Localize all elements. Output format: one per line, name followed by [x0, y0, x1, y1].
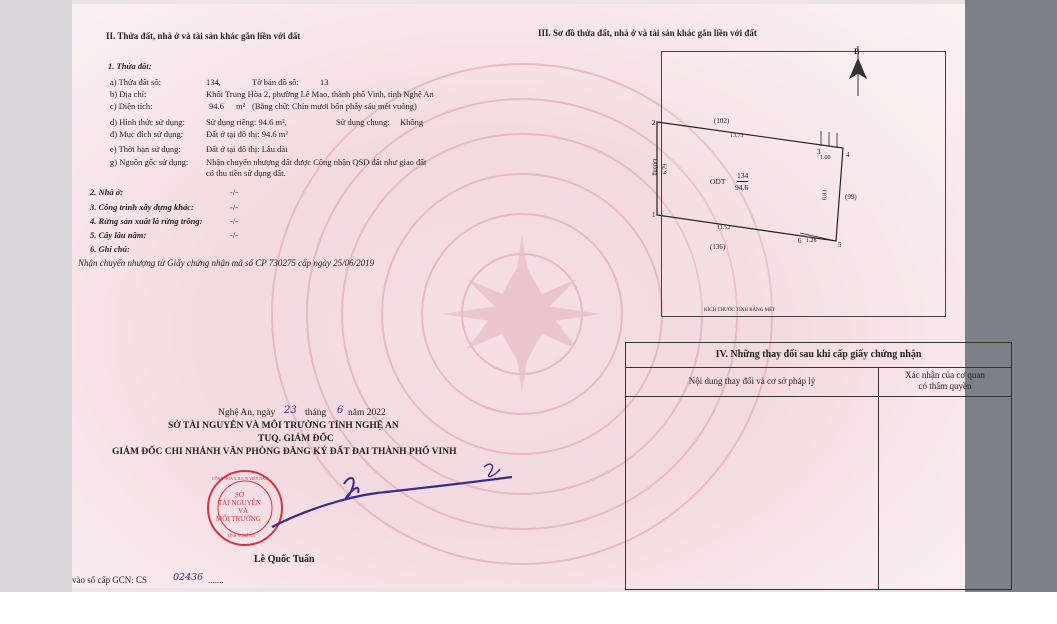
point-1: 1 — [652, 211, 656, 219]
date-year: năm 2022 — [348, 408, 386, 418]
stamp-ring-text: CỘNG HÒA X.H.C.N VIỆT NAM — [212, 476, 269, 481]
area-unit: m² — [236, 101, 246, 111]
signer-name: Lê Quốc Tuấn — [254, 554, 315, 565]
date-prefix: Nghệ An, ngày — [218, 408, 276, 418]
land-certificate-page — [72, 4, 985, 588]
edge-bottom-length: 11.52 — [717, 225, 731, 231]
plot-area: 94.6 — [735, 183, 749, 192]
neighbor-top: (102) — [714, 117, 730, 125]
col-change-content-header: Nội dung thay đổi và cơ sở pháp lý — [688, 376, 816, 386]
address-label: b) Địa chỉ: — [110, 89, 147, 99]
point-6: 6 — [798, 237, 802, 245]
issuing-org: SỞ TÀI NGUYÊN VÀ MÔI TRƯỜNG TỈNH NGHỆ AN — [168, 421, 399, 431]
forest-value: -/- — [230, 216, 239, 226]
col-authority-header-2: có thẩm quyền — [918, 381, 972, 391]
edge-left-length: 6.79 — [662, 163, 669, 175]
stamp-bottom-text: TỈNH NGHỆ AN — [227, 533, 256, 538]
registry-number: 02436 — [173, 572, 204, 583]
scale-note: KÍCH THƯỚC TÍNH BẰNG MÉT — [704, 308, 776, 313]
point-3: 3 — [817, 148, 821, 156]
area-label: c) Diện tích: — [110, 101, 153, 111]
perennial-label: 5. Cây lâu năm: — [90, 230, 147, 240]
point-2: 2 — [652, 119, 656, 127]
perennial-value: -/- — [230, 230, 239, 240]
date-day: 23 — [284, 405, 297, 416]
changes-title: IV. Những thay đổi sau khi cấp giấy chứng nhận — [626, 343, 1011, 368]
plot-code: ODT — [710, 177, 726, 186]
purpose-label: đ) Mục đích sử dụng: — [110, 129, 184, 139]
north-label: B — [854, 47, 860, 56]
registry-dots: ....... — [208, 575, 224, 585]
usage-form-label: d) Hình thức sử dụng: — [110, 117, 185, 127]
usage-form-value: Sử dụng riêng: 94.6 m², — [206, 117, 287, 127]
origin-label: g) Nguồn gốc sử dụng: — [110, 157, 189, 167]
parcel-value: 134, — [206, 77, 221, 87]
section-2-title: II. Thửa đất, nhà ở và tài sản khác gắn liền với đất — [106, 31, 301, 41]
stamp-line-1: SỞ — [235, 491, 244, 499]
branch-director: GIÁM ĐỐC CHI NHÁNH VĂN PHÒNG ĐĂNG KÝ ĐẤT ĐAI THÀNH PHỐ VINH — [112, 447, 457, 457]
house-label: 2. Nhà ở: — [90, 187, 124, 197]
changes-col-content — [626, 368, 879, 589]
edge-right-length: 6.83 — [822, 189, 829, 201]
edge-short-bottom: 1.28 — [806, 238, 817, 244]
stamp-line-4: MÔI TRƯỜNG — [216, 515, 261, 523]
changes-table — [625, 342, 1012, 590]
parcel-label: a) Thửa đất số: — [110, 77, 161, 87]
address-value: Khối Trung Hòa 2, phường Lê Mao, thành phố Vinh, tỉnh Nghệ An — [206, 89, 434, 99]
date-month: 6 — [337, 405, 344, 416]
shared-usage-label: Sử dụng chung: — [336, 117, 390, 127]
term-label: e) Thời hạn sử dụng: — [110, 144, 181, 154]
area-words: (Bằng chữ: Chín mươi bốn phẩy sáu mét vuông) — [252, 101, 417, 111]
tuq-director: TUQ. GIÁM ĐỐC — [258, 434, 334, 444]
point-5: 5 — [838, 241, 842, 249]
edge-top-length: 13.73 — [730, 133, 744, 139]
purpose-value: Đất ở tại đô thị: 94.6 m² — [206, 129, 288, 139]
edge-short-top: 1.00 — [820, 155, 831, 161]
left-surface — [0, 0, 72, 592]
col-authority-header-1: Xác nhận của cơ quan — [905, 370, 985, 380]
map-sheet-label: Tờ bản đồ số: — [252, 77, 299, 87]
handwritten-signature-icon — [252, 459, 552, 544]
area-value: 94.6 — [209, 101, 224, 111]
construction-label: 3. Công trình xây dựng khác: — [90, 202, 194, 212]
neighbor-right: (99) — [845, 193, 857, 201]
forest-label: 4. Rừng sản xuất là rừng trồng: — [90, 216, 203, 226]
construction-value: -/- — [230, 202, 239, 212]
note-value: Nhận chuyển nhượng từ Giấy chứng nhận mã số CP 730275 cấp ngày 25/06/2019 — [78, 258, 375, 268]
term-value: Đất ở tại đô thị: Lâu dài — [206, 144, 288, 154]
registry-label: vào sổ cấp GCN: CS — [72, 575, 147, 585]
shared-usage-value: Không — [400, 117, 424, 127]
note-label: 6. Ghi chú: — [90, 244, 130, 254]
map-sheet-value: 13 — [320, 77, 329, 87]
date-month-label: tháng — [305, 408, 327, 418]
land-heading: 1. Thửa đất: — [108, 61, 152, 71]
house-value: -/- — [230, 187, 239, 197]
plot-number: 134 — [737, 171, 749, 180]
origin-value-1: Nhận chuyển nhượng đất được Công nhận QSD đất như giao đất — [206, 157, 427, 167]
origin-value-2: có thu tiền sử dụng đất. — [206, 168, 286, 178]
stamp-line-2: TÀI NGUYÊN — [218, 499, 261, 507]
point-4: 4 — [846, 151, 850, 159]
road-label: Đường — [651, 158, 658, 176]
section-3-title: III. Sơ đồ thửa đất, nhà ở và tài sản khác gắn liền với đất — [538, 28, 757, 38]
stamp-line-3: VÀ — [238, 507, 249, 515]
neighbor-bottom: (136) — [710, 243, 726, 251]
